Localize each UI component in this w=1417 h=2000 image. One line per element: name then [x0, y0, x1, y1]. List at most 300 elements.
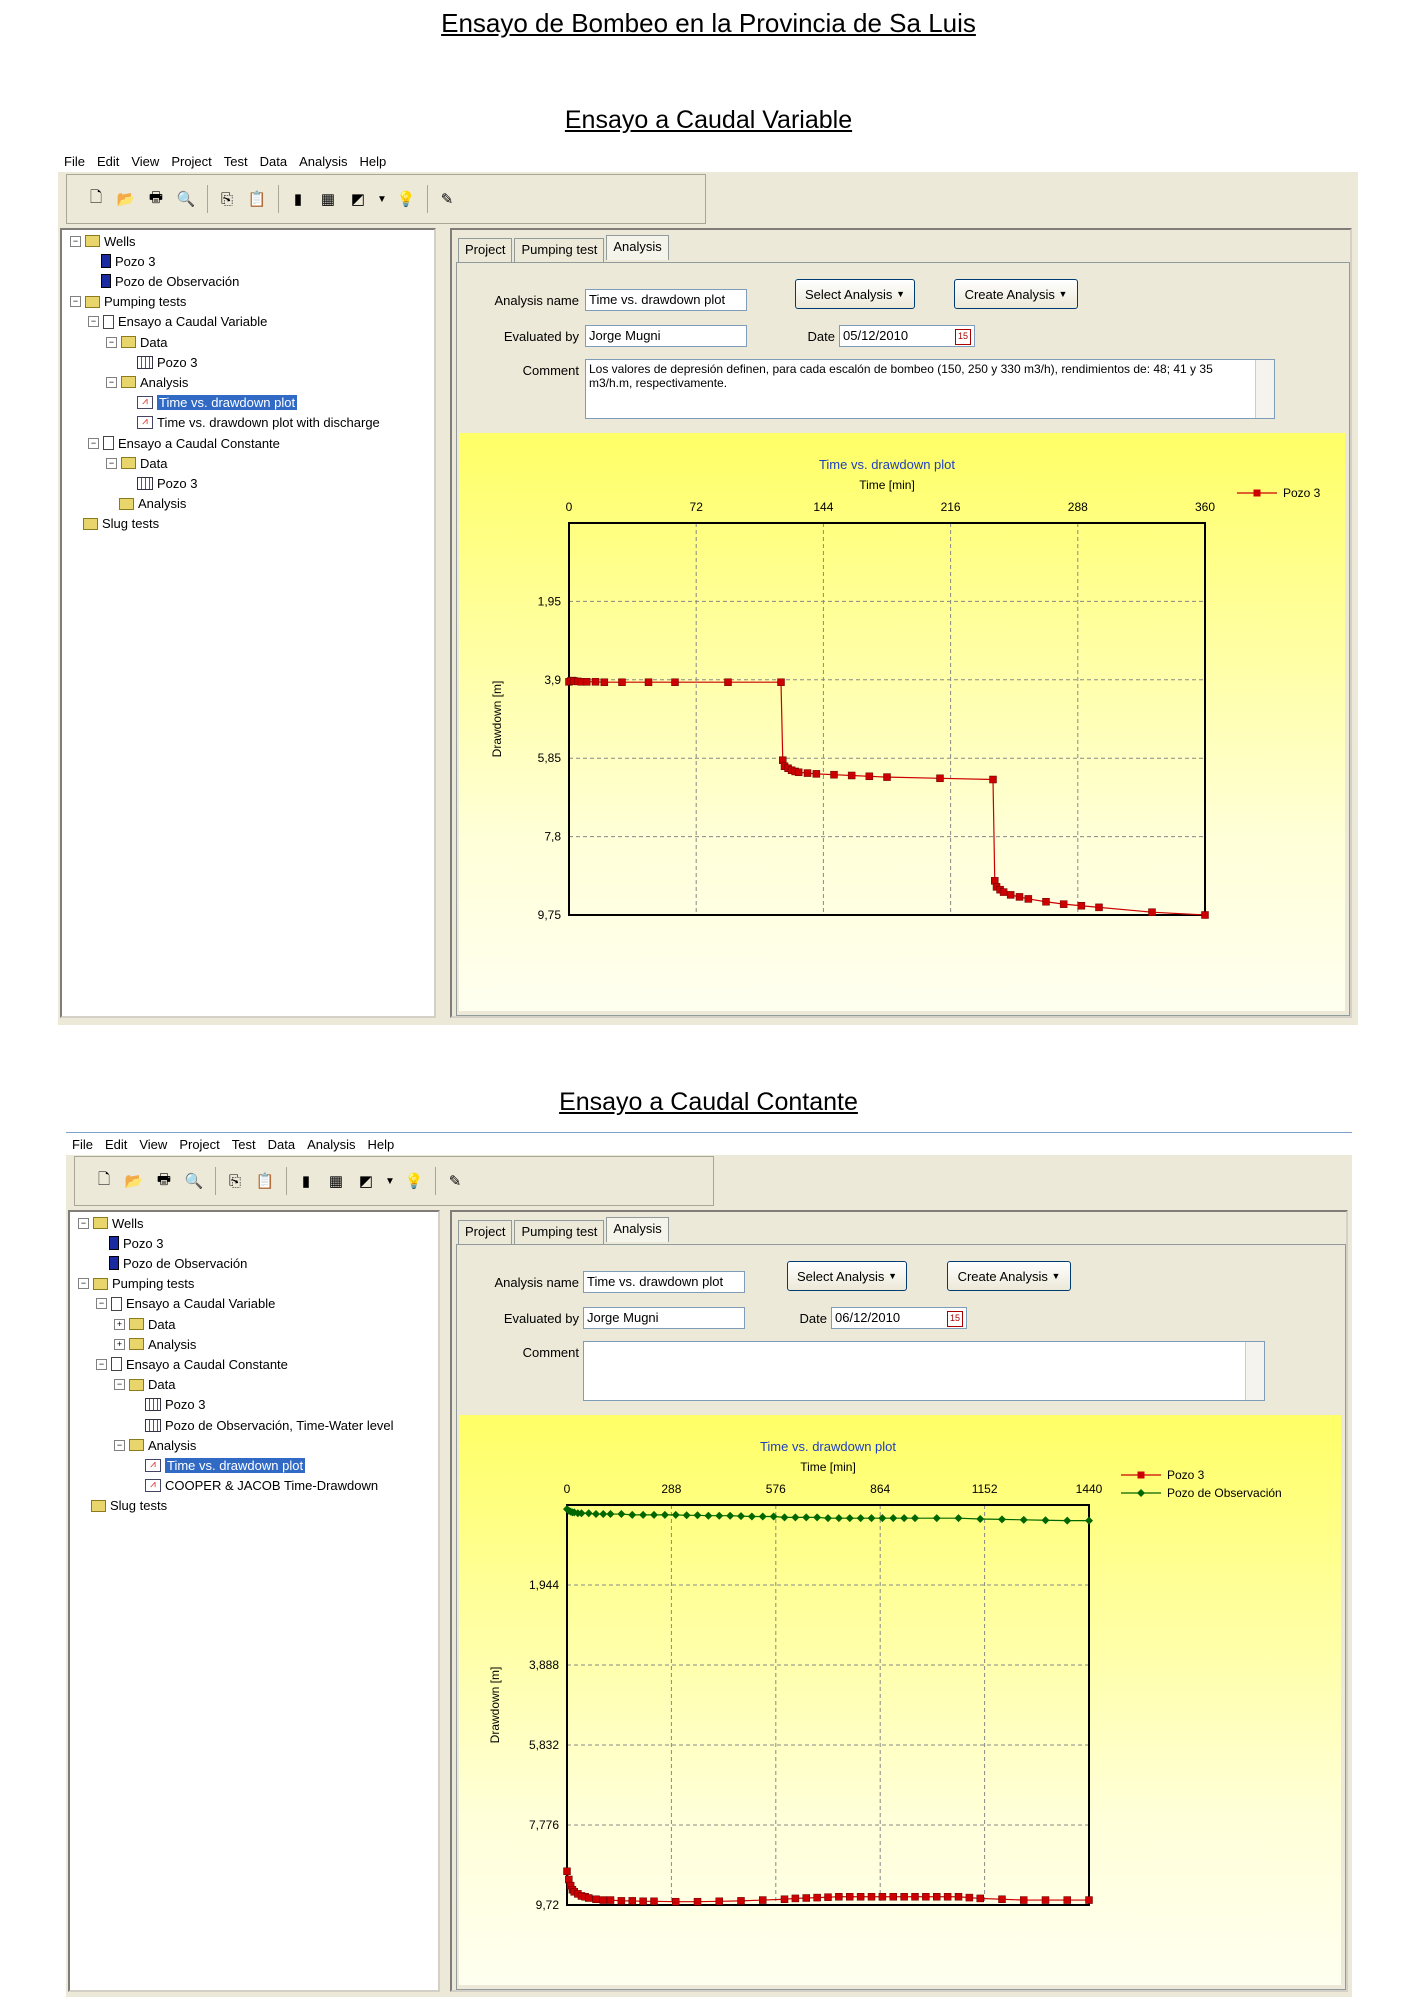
- data-point: [889, 1514, 897, 1522]
- data-point: [835, 1514, 843, 1522]
- tree-spacer: [96, 1259, 105, 1268]
- tree-node-label: Pozo 3: [157, 475, 198, 491]
- print-icon[interactable]: 🖶: [148, 188, 164, 206]
- select-analysis-button[interactable]: [787, 1261, 907, 1291]
- data-point: [846, 1893, 853, 1900]
- data-point: [672, 679, 679, 686]
- plot-frame: [569, 523, 1205, 915]
- well-icon: [109, 1236, 119, 1250]
- comment-field[interactable]: [583, 1341, 1265, 1401]
- doc-icon: [103, 315, 114, 329]
- data-point: [911, 1514, 919, 1522]
- data-point: [651, 1898, 658, 1905]
- analysis-page: [456, 1244, 1346, 1990]
- legend-marker: [1138, 1472, 1145, 1479]
- menu-bar: [58, 150, 1358, 172]
- data-point: [900, 1514, 908, 1522]
- menu-edit[interactable]: Edit: [104, 1136, 128, 1152]
- tab-analysis[interactable]: Analysis: [606, 1217, 668, 1242]
- expander-icon[interactable]: −: [106, 377, 117, 388]
- x-tick-label: 288: [661, 1482, 682, 1496]
- expander-icon[interactable]: −: [88, 438, 99, 449]
- tree-node-label: Wells: [112, 1215, 144, 1231]
- data-point: [1043, 898, 1050, 905]
- tree-node[interactable]: [132, 1416, 394, 1434]
- tree-node[interactable]: [88, 252, 155, 270]
- preview-icon[interactable]: 🔍: [176, 191, 196, 208]
- well-icon[interactable]: ▮: [293, 191, 303, 208]
- tree-node[interactable]: [88, 434, 280, 452]
- data-point: [998, 1515, 1006, 1523]
- menu-data[interactable]: Data: [259, 153, 288, 169]
- create-analysis-label: Create Analysis: [957, 1268, 1048, 1284]
- data-point: [585, 1509, 593, 1517]
- tree-node[interactable]: [70, 515, 159, 533]
- data-point: [1025, 895, 1032, 902]
- tab-pumping-test[interactable]: Pumping test: [514, 1220, 604, 1245]
- menu-file[interactable]: File: [64, 153, 85, 169]
- expander-icon[interactable]: −: [114, 1440, 125, 1451]
- tree-node-label: Pumping tests: [112, 1276, 195, 1292]
- tree-node[interactable]: [96, 1234, 163, 1252]
- menu-edit[interactable]: Edit: [96, 153, 120, 169]
- data-point: [1064, 1897, 1071, 1904]
- data-point: [1020, 1897, 1027, 1904]
- x-tick-label: 864: [870, 1482, 891, 1496]
- data-point: [683, 1511, 691, 1519]
- data-point: [868, 1514, 876, 1522]
- tree-node[interactable]: [96, 1355, 288, 1373]
- data-point: [781, 1513, 789, 1521]
- data-point: [645, 679, 652, 686]
- data-point: [770, 1513, 778, 1521]
- tree-node-label: Time vs. drawdown plot: [159, 395, 296, 411]
- tree-node-label: Pumping tests: [104, 294, 187, 310]
- folder-icon: [93, 1217, 108, 1229]
- data-point: [802, 1513, 810, 1521]
- analysis-icon[interactable]: ◩: [358, 1173, 374, 1190]
- data-point: [944, 1893, 951, 1900]
- tree-node[interactable]: [106, 333, 167, 351]
- tree-spacer: [124, 479, 133, 488]
- dropdown-icon[interactable]: ▼: [385, 1175, 395, 1187]
- menu-view[interactable]: View: [139, 1136, 168, 1152]
- tree-node-label: COOPER & JACOB Time-Drawdown: [165, 1478, 379, 1494]
- data-point: [694, 1898, 701, 1905]
- calendar-icon[interactable]: 15: [955, 329, 971, 345]
- folder-icon: [119, 498, 134, 510]
- folder-icon: [85, 235, 100, 247]
- menu-analysis[interactable]: Analysis: [307, 1136, 356, 1152]
- tree-spacer: [124, 358, 133, 367]
- tab-strip: [458, 238, 671, 263]
- select-analysis-button[interactable]: [795, 279, 915, 309]
- data-point: [1007, 891, 1014, 898]
- data-icon[interactable]: ▦: [328, 1173, 344, 1190]
- data-point: [1020, 1516, 1028, 1524]
- doc-icon: [111, 1297, 122, 1311]
- legend-label: Pozo 3: [1167, 1468, 1205, 1482]
- comment-scrollbar[interactable]: [1255, 360, 1274, 418]
- data-point: [725, 679, 732, 686]
- y-tick-label: 5,85: [537, 751, 561, 766]
- data-point: [890, 1893, 897, 1900]
- tree-node[interactable]: [114, 1315, 175, 1333]
- tab-analysis[interactable]: Analysis: [606, 235, 668, 260]
- analysis-name-label: Analysis name: [494, 293, 579, 308]
- y-tick-label: 9,75: [537, 908, 561, 922]
- document-title: Ensayo de Bombeo en la Provincia de Sa Luis: [441, 8, 976, 38]
- data-point: [933, 1893, 940, 1900]
- data-point: [879, 1893, 886, 1900]
- data-point: [901, 1893, 908, 1900]
- data-point: [629, 1897, 636, 1904]
- tree-node-label: Analysis: [148, 1336, 197, 1352]
- data-point: [933, 1514, 941, 1522]
- date-field[interactable]: 05/12/2010: [839, 325, 975, 347]
- data-point: [1042, 1897, 1049, 1904]
- table-icon: [145, 1398, 161, 1411]
- date-label: Date: [799, 1311, 827, 1326]
- comment-field[interactable]: [585, 359, 1275, 419]
- tree-node[interactable]: [78, 1497, 167, 1515]
- analysis-name-label: Analysis name: [494, 1275, 579, 1290]
- evaluated-by-field[interactable]: Jorge Mugni: [585, 325, 747, 347]
- tree-node[interactable]: [96, 1295, 275, 1313]
- chart-title: Time vs. drawdown plot: [818, 457, 956, 472]
- tree-node-label: Data: [148, 1316, 176, 1332]
- expander-icon[interactable]: +: [114, 1339, 125, 1350]
- analysis-name-field[interactable]: Time vs. drawdown plot: [583, 1271, 745, 1293]
- analysis-icon[interactable]: ◩: [350, 191, 366, 208]
- tree-node-label: Ensayo a Caudal Variable: [118, 314, 268, 330]
- analysis-panel: [450, 228, 1352, 1018]
- tree-node[interactable]: [70, 293, 186, 311]
- menu-project[interactable]: Project: [171, 153, 212, 169]
- legend-marker: [1254, 490, 1261, 497]
- plot-icon: ⩘: [137, 396, 153, 409]
- menu-test[interactable]: Test: [223, 153, 248, 169]
- tree-node[interactable]: [106, 495, 186, 513]
- expander-icon[interactable]: −: [106, 458, 117, 469]
- plot-area-variable: [459, 433, 1345, 1011]
- create-analysis-label: Create Analysis: [964, 286, 1055, 302]
- dropdown-icon[interactable]: ▼: [377, 193, 387, 205]
- data-point: [912, 1893, 919, 1900]
- data-point: [825, 1894, 832, 1901]
- data-point: [583, 678, 590, 685]
- x-tick-label: 0: [563, 1482, 571, 1496]
- data-point: [878, 1514, 886, 1522]
- create-analysis-button[interactable]: [947, 1261, 1071, 1291]
- data-point: [1078, 902, 1085, 909]
- date-field[interactable]: 06/12/2010: [831, 1307, 967, 1329]
- folder-icon: [121, 457, 136, 469]
- evaluated-by-field[interactable]: Jorge Mugni: [583, 1307, 745, 1329]
- data-point: [1063, 1517, 1071, 1525]
- tree-node[interactable]: [124, 394, 297, 412]
- data-point: [672, 1898, 679, 1905]
- expander-icon[interactable]: −: [78, 1278, 89, 1289]
- y-tick-label: 1,95: [537, 594, 561, 609]
- data-point: [672, 1511, 680, 1519]
- tree-node[interactable]: [88, 313, 267, 331]
- analysis-name-field[interactable]: Time vs. drawdown plot: [585, 289, 747, 311]
- tree-node[interactable]: [124, 474, 197, 492]
- tree-node[interactable]: [124, 353, 197, 371]
- tree-node-label: Pozo 3: [157, 354, 198, 370]
- tree-node-label: Ensayo a Caudal Variable: [126, 1296, 276, 1312]
- data-point: [868, 1893, 875, 1900]
- new-icon[interactable]: 🗋: [89, 188, 103, 206]
- plot-frame: [567, 1505, 1089, 1905]
- chevron-down-icon: ▼: [896, 289, 905, 299]
- menu-project[interactable]: Project: [179, 1136, 220, 1152]
- tab-pumping-test[interactable]: Pumping test: [514, 238, 604, 263]
- data-point: [999, 1896, 1006, 1903]
- expander-icon[interactable]: −: [70, 236, 81, 247]
- well-icon[interactable]: ▮: [301, 1173, 311, 1190]
- menu-analysis[interactable]: Analysis: [299, 153, 348, 169]
- data-point: [607, 1510, 615, 1518]
- data-point: [976, 1515, 984, 1523]
- tree-node[interactable]: [78, 1214, 144, 1232]
- tab-project[interactable]: Project: [458, 1220, 512, 1245]
- table-icon: [137, 356, 153, 369]
- doc-icon: [111, 1357, 122, 1371]
- data-point: [857, 1893, 864, 1900]
- tree-spacer: [96, 1239, 105, 1248]
- section-title-variable: Ensayo a Caudal Variable: [564, 106, 853, 134]
- expander-icon[interactable]: −: [96, 1359, 107, 1370]
- comment-text: Los valores de depresión definen, para cada escalón de bombeo (150, 250 y 330 m3/h), rendimientos de: 48; 41 y 35 m3/h.m, respectivamente.: [589, 362, 1213, 390]
- menu-file[interactable]: File: [72, 1136, 93, 1152]
- tree-node[interactable]: [124, 414, 380, 432]
- data-point: [831, 771, 838, 778]
- folder-icon: [93, 1278, 108, 1290]
- chevron-down-icon: ▼: [1051, 1271, 1061, 1281]
- folder-icon: [129, 1318, 144, 1330]
- open-icon[interactable]: 📂: [124, 1173, 144, 1190]
- data-point: [846, 1514, 854, 1522]
- tree-node-label: Pozo de Observación: [123, 1255, 248, 1271]
- data-point: [781, 1896, 788, 1903]
- data-point: [640, 1898, 647, 1905]
- paste-icon[interactable]: 📋: [255, 1173, 275, 1190]
- y-axis-label: Drawdown [m]: [490, 680, 504, 758]
- tree-node[interactable]: [132, 1477, 378, 1495]
- data-point: [884, 774, 891, 781]
- menu-data[interactable]: Data: [267, 1136, 296, 1152]
- data-point: [585, 1895, 592, 1902]
- tree-node[interactable]: [96, 1254, 247, 1272]
- data-point: [835, 1893, 842, 1900]
- doc-icon: [103, 436, 114, 450]
- tree-node-label: Analysis: [140, 374, 189, 390]
- tab-project[interactable]: Project: [458, 238, 512, 263]
- create-analysis-button[interactable]: [954, 279, 1078, 309]
- section-title-constant: Ensayo a Caudal Contante: [559, 1088, 858, 1116]
- data-point: [607, 1897, 614, 1904]
- tree-spacer: [106, 499, 115, 508]
- new-icon[interactable]: 🗋: [97, 1170, 111, 1188]
- folder-icon: [85, 296, 100, 308]
- tree-node-label: Pozo 3: [165, 1397, 206, 1413]
- data-point: [704, 1512, 712, 1520]
- data-point: [795, 769, 802, 776]
- x-tick-label: 1440: [1075, 1482, 1103, 1496]
- data-point: [592, 678, 599, 685]
- data-point: [824, 1514, 832, 1522]
- print-icon[interactable]: 🖶: [156, 1170, 172, 1188]
- data-point: [1096, 904, 1103, 911]
- tree-node-label: Time vs. drawdown plot: [167, 1457, 304, 1473]
- data-point: [748, 1513, 756, 1521]
- data-point: [564, 1868, 571, 1875]
- select-analysis-label: Select Analysis: [805, 286, 893, 302]
- expander-icon[interactable]: +: [114, 1319, 125, 1330]
- data-point: [759, 1897, 766, 1904]
- tree-node[interactable]: [114, 1436, 196, 1454]
- expander-icon[interactable]: −: [106, 337, 117, 348]
- tree-node-label: Data: [140, 455, 168, 471]
- data-point: [804, 770, 811, 777]
- x-axis-label: Time [min]: [800, 1460, 856, 1474]
- tab-strip: [458, 1220, 671, 1245]
- menu-help[interactable]: Help: [367, 1136, 395, 1152]
- series-line: [569, 681, 1205, 915]
- expander-icon[interactable]: −: [70, 296, 81, 307]
- date-label: Date: [807, 329, 835, 344]
- menu-help[interactable]: Help: [359, 153, 387, 169]
- expander-icon[interactable]: −: [78, 1218, 89, 1229]
- y-tick-label: 3,9: [544, 672, 561, 687]
- toolbar: [66, 174, 706, 224]
- data-point: [813, 770, 820, 777]
- y-axis-label: Drawdown [m]: [488, 1666, 502, 1744]
- tree-node-label: Analysis: [148, 1437, 197, 1453]
- comment-scrollbar[interactable]: [1245, 1342, 1264, 1400]
- data-point: [990, 776, 997, 783]
- data-icon[interactable]: ▦: [320, 191, 336, 208]
- x-tick-label: 144: [813, 500, 834, 514]
- tree-node[interactable]: [78, 1275, 194, 1293]
- tree-node-label: Data: [140, 334, 168, 350]
- tree-node[interactable]: [114, 1335, 196, 1353]
- tree-spacer: [78, 1501, 87, 1510]
- data-point: [791, 1513, 799, 1521]
- folder-icon: [129, 1439, 144, 1451]
- calendar-icon[interactable]: 15: [947, 1311, 963, 1327]
- analysis-panel: [450, 1210, 1348, 1992]
- data-point: [694, 1511, 702, 1519]
- tree-node-label: Pozo de Observación, Time-Water level: [165, 1417, 394, 1433]
- tree-node[interactable]: [106, 454, 167, 472]
- data-point: [1202, 912, 1209, 919]
- data-point: [1000, 889, 1007, 896]
- data-point: [593, 1896, 600, 1903]
- expander-icon[interactable]: −: [96, 1298, 107, 1309]
- plot-icon: ⩘: [145, 1479, 161, 1492]
- wizard-icon[interactable]: ✎: [440, 191, 454, 208]
- well-icon: [101, 274, 111, 288]
- data-point: [778, 679, 785, 686]
- y-tick-label: 3,888: [528, 1658, 559, 1672]
- tree-node[interactable]: [114, 1376, 175, 1394]
- data-point: [937, 775, 944, 782]
- paste-icon[interactable]: 📋: [247, 191, 267, 208]
- legend-label: Pozo de Observación: [1167, 1486, 1282, 1500]
- tree-node-label: Ensayo a Caudal Constante: [126, 1356, 288, 1372]
- data-point: [726, 1512, 734, 1520]
- tree-spacer: [88, 257, 97, 266]
- plot-area-constant: [459, 1415, 1341, 1985]
- open-icon[interactable]: 📂: [116, 191, 136, 208]
- copy-icon[interactable]: ⎘: [228, 1172, 241, 1190]
- x-tick-label: 216: [940, 500, 961, 514]
- tree-node[interactable]: [88, 272, 239, 290]
- data-point: [803, 1895, 810, 1902]
- plot-icon: ⩘: [137, 416, 153, 429]
- data-point: [618, 1897, 625, 1904]
- legend-label: Pozo 3: [1283, 486, 1321, 500]
- wizard-icon[interactable]: ✎: [448, 1173, 462, 1190]
- x-tick-label: 1152: [971, 1482, 998, 1496]
- data-point: [650, 1511, 658, 1519]
- preview-icon[interactable]: 🔍: [184, 1173, 204, 1190]
- data-point: [661, 1511, 669, 1519]
- tree-node-label: Ensayo a Caudal Constante: [118, 435, 280, 451]
- data-point: [848, 772, 855, 779]
- data-point: [857, 1514, 865, 1522]
- menu-view[interactable]: View: [131, 153, 160, 169]
- expander-icon[interactable]: −: [88, 316, 99, 327]
- tree-spacer: [132, 1421, 141, 1430]
- data-point: [617, 1510, 625, 1518]
- x-tick-label: 576: [765, 1482, 786, 1496]
- table-icon: [145, 1419, 161, 1432]
- tree-node-label: Pozo 3: [123, 1235, 164, 1251]
- y-tick-label: 7,8: [544, 829, 561, 844]
- tree-node[interactable]: [132, 1456, 305, 1474]
- toolbar: [74, 1156, 714, 1206]
- tree-node-label: Pozo 3: [115, 253, 156, 269]
- expander-icon[interactable]: −: [114, 1379, 125, 1390]
- data-point: [619, 679, 626, 686]
- menu-test[interactable]: Test: [231, 1136, 256, 1152]
- tree-node[interactable]: [132, 1396, 205, 1414]
- evaluated-by-label: Evaluated by: [503, 329, 579, 344]
- copy-icon[interactable]: ⎘: [220, 190, 233, 208]
- legend-marker: [1137, 1489, 1145, 1497]
- tree-node[interactable]: [106, 373, 188, 391]
- x-axis-label: Time [min]: [859, 478, 915, 492]
- data-point: [601, 679, 608, 686]
- tip-icon[interactable]: 💡: [396, 191, 416, 208]
- data-point: [1149, 909, 1156, 916]
- project-tree: [60, 228, 436, 1018]
- tree-node[interactable]: [70, 232, 136, 250]
- analysis-page: [456, 262, 1350, 1016]
- data-point: [1086, 1897, 1093, 1904]
- app-window-variable: [58, 150, 1358, 1025]
- tip-icon[interactable]: 💡: [404, 1173, 424, 1190]
- chart-title: Time vs. drawdown plot: [759, 1439, 897, 1454]
- data-point: [922, 1893, 929, 1900]
- x-tick-label: 360: [1194, 500, 1216, 514]
- data-point: [715, 1512, 723, 1520]
- data-point: [716, 1898, 723, 1905]
